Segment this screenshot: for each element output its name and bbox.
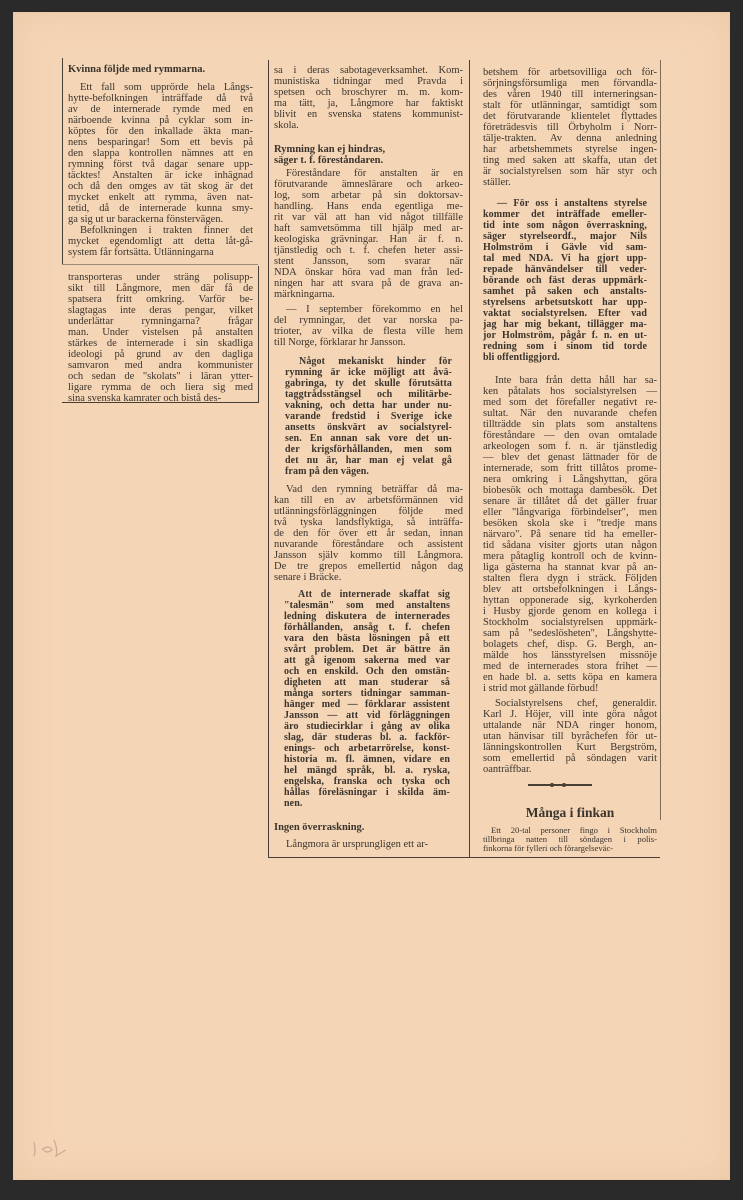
text-line: digheten att man studerar så [284,677,450,688]
text-line: Rymning kan ej hindras, [274,144,386,155]
text-line: rymning är icke möjligt att åvä- [285,367,452,378]
text-line: des våren 1940 till interneringsan- [483,89,657,100]
text-line: kommer det inträffade emeller- [483,209,647,220]
text-line: tälje-trakten. Av denna anledning [483,133,657,144]
text-line: vaktat socialstyrelsen. Efter vad [483,308,647,319]
text-line: i strid mot gällande förbud! [483,683,599,694]
bold-paragraph [285,356,452,477]
text-line: tillbringa natten till söndagen i polis- [483,834,657,844]
text-line: till Norge, förklarar hr Jansson. [274,337,406,348]
text-line: svårt problem. Det är bättre än [284,644,450,655]
text-line: tid sådana visiter gjorts utan någon [483,540,657,551]
text-line: eller "långvariga förbindelser", men [483,507,657,518]
text-line: rymning först två dagar senare upp- [68,159,253,170]
bold-paragraph [284,589,450,809]
text-line: nen. [284,798,303,809]
text-line: är socialstyrelsen som här styr och [483,166,657,177]
text-line: varande fredstid i Sverige icke [285,411,452,422]
text-line: vakning, och detta har under nu- [285,400,452,411]
text-line: tjänstledig och t. f. chefen heter assi- [274,245,463,256]
text-line: skola. [274,120,299,131]
text-line: Många i finkan [525,805,615,820]
text-line: uttalande när NDA ringer honom, [483,720,657,731]
text-line: Socialstyrelsens chef, generaldir. [495,698,657,709]
text-line: rit var väl att han vid något tillfälle [274,212,463,223]
text-line: tal med NDA. Vi ha gjort upp- [483,253,647,264]
text-line: ansetts önskvärt av socialstyrel- [285,422,452,433]
text-line: Ett fall som upprörde hela Långs- [80,82,253,93]
text-line: munistiska tidningar med Pravda i [274,76,463,87]
text-line: slagtagas inte deras pengar, vilket [68,305,253,316]
text-line: förhållanden, ansåg t. f. chefen [284,622,450,633]
text-line: handling. Hans enda egentliga me- [274,201,463,212]
column-rule [268,60,269,857]
text-line: liga gästerna ha stannat kvar på an- [483,562,657,573]
text-line: tillträdde sin plats som anstaltens [483,419,657,430]
text-line: sultat. När den nuvarande chefen [483,408,657,419]
text-line: transporteras under sträng polisupp- [68,272,253,283]
text-line: bli offentliggjord. [483,352,560,363]
text-line: Befolkningen i trakten finner det [80,225,253,236]
text-line: ställer. [483,177,511,188]
text-line: ga sig ut ur barackerna fönstervägen. [68,214,224,225]
text-line: Föreståndare för anstalten är en [286,168,463,179]
text-line: det nu är, har man ej velat gå [285,455,452,466]
text-line: blev att ortsbefolkningen i Långs- [483,584,657,595]
text-line: ma tätt, ja, Långmore har faktiskt [274,98,463,109]
text-line: täcktes! Anstalten är icke inhägnad [68,170,253,181]
text-line: den slappa kontrollen nämnes att en [68,148,253,159]
text-line: — För oss i anstaltens styrelse [497,198,647,209]
text-line: Vad den rymning beträffar då ma- [286,484,463,495]
article-subheading [68,64,253,75]
paragraph [274,168,463,300]
text-line: i Husby gjorde genom en kollega i [483,606,657,617]
text-line: närvaro". På senare tid ha emeller- [483,529,657,540]
paragraph [274,304,463,348]
text-line: med de internerades stora frihet — [483,661,657,672]
text-line: de den för över ett år sedan, innan [274,528,463,539]
text-line: har arbetshemmets styrelse ingen- [483,144,657,155]
column-rule [62,264,258,265]
paragraph [68,82,253,225]
paragraph [274,484,463,583]
text-line: märkningarna. [274,289,335,300]
text-line: stalten flera dygn i sträck. Följden [483,573,657,584]
text-line: stärkes de internerade i sin skadliga [68,338,253,349]
text-line: föreståndare — den ovan omtalade [483,430,657,441]
text-line: besöken skola ske i "tredje mans [483,518,657,529]
text-line: att gå igenom sakerna med var [284,655,450,666]
text-line: sa i deras sabotageverksamhet. Kom- [274,65,463,76]
text-line: sam på "sedeslösheten", Långshytte- [483,628,657,639]
text-line: historia m. fl. ämnen, vidare en [284,754,450,765]
text-line: Ingen överraskning. [274,822,365,833]
paragraph [274,65,463,131]
text-line: Karl J. Höjer, vill inte göra något [483,709,657,720]
text-line: två tyska landsflyktiga, så inträffa- [274,517,463,528]
text-line: hyttan opponerade sig, kyrkoherden [483,595,657,606]
text-line: Kvinna följde med rymmarna. [68,64,206,75]
text-line: vara den bästa lösningen på ett [284,633,450,644]
text-line: der krigsförhållanden, men som [285,444,452,455]
article-subheading [274,822,463,833]
text-line: ningen har att svara på de grava an- [274,278,463,289]
text-line: mälde hos länsstyrelsen missnöje [483,650,657,661]
text-line: arkeologen som f. n. är tjänstledig [483,441,657,452]
text-line: hänger med — förklarar assistent [284,699,450,710]
text-line: företrädesvis till Örbyholm i Norr- [483,122,657,133]
text-line: biobesök och mottaga dambesök. Det [483,485,657,496]
bold-paragraph [483,198,647,363]
text-line: log, som arbetar på sin doktorsav- [274,190,463,201]
text-line: jor Holmström, pågår f. n. en ut- [483,330,647,341]
text-line: system får fortsätta. Utlänningarna [68,247,214,258]
text-line: utlänningsförläggningen följde med [274,506,463,517]
text-line: NDA önskar höra vad man från led- [274,267,463,278]
text-line: Stockholm socialstyrelsen uppmärk- [483,617,657,628]
text-line: ken påtalats hos socialstyrelsen — [483,386,657,397]
text-line: haft samvetsömma till hjälp med ar- [274,223,463,234]
text-line: samhet på saken och anstalts- [483,286,647,297]
text-line: nera omkring i Långshyttan, göra [483,474,657,485]
text-line: äro studiecirklar i gång av olika [284,721,450,732]
text-line: oanträffbar. [483,764,532,775]
text-line: taggtrådsstängsel och militärbe- [285,389,452,400]
text-line: Ett 20-tal personer fingo i Stockholm [491,825,657,835]
text-line: fram på den vägen. [285,466,370,477]
text-line: köptes för den inkallade äkta man- [68,126,253,137]
text-line: nens besparingar! Som ett bevis på [68,137,253,148]
text-line: repade hänvändelser till veder- [483,264,647,275]
text-line: hållas föreläsningar i skilda äm- [284,787,450,798]
paragraph [68,225,253,258]
text-line: Långmora är ursprungligen ett ar- [286,839,429,850]
text-line: många sorters tidningar samman- [284,688,450,699]
text-line: Holmström i Gävle vid sam- [483,242,647,253]
text-line: senare är tillåtet då det gäller fruar [483,496,657,507]
text-line: och sedan de "skolats" i läran ytter- [68,371,253,382]
text-line: Jansson — att vid förläggningen [284,710,450,721]
text-line: finkorna för fylleri och förargelseväc- [483,843,614,853]
text-line: spetsen och broschyrer m. m. kom- [274,87,463,98]
text-line: Att de internerade skaffat sig [298,589,450,600]
text-line: ligare rymma de och liera sig med [68,382,253,393]
text-line: redning som i sinom tid torde [483,341,647,352]
paragraph [483,375,657,694]
text-line: hel mängd språk, bl. a. ryska, [284,765,450,776]
text-line: tid inte som någon överraskning, [483,220,647,231]
text-line: sörjningsförsumliga men förvandla- [483,78,657,89]
article-subheading [274,144,463,166]
text-line: De tre grepos emellertid någon dag [274,561,463,572]
text-line: Inte bara från detta håll har sa- [495,375,657,386]
text-line: styrelsens arbetsutskott har upp- [483,297,647,308]
text-line: säger t. f. föreståndaren. [274,155,384,166]
column-rule [62,58,63,264]
text-line: stent Jansson, som svarar när [274,256,463,267]
text-line: börande och fäst deras uppmärk- [483,275,647,286]
text-line: utan hänvisar till byråchefen för ut- [483,731,657,742]
text-line: Jansson själv kommo till Långmora. [274,550,463,561]
text-line: en hade bl. a. setts köpa en kamera [483,672,657,683]
text-line: del rymningar, det var norska pa- [274,315,463,326]
column-rule [258,266,259,402]
paragraph [68,272,253,404]
text-line: samvaron med andra kommunister [68,360,253,371]
text-line: betshem för arbetsovilliga och för- [483,67,657,78]
text-line: man. Under vistelsen på anstalten [68,327,253,338]
text-line: Något mekaniskt hinder för [299,356,452,367]
text-line: säger styrelseordf., major Nils [483,231,647,242]
text-line: bolagets chef, disp. G. Bergh, an- [483,639,657,650]
text-line: med som det förefaller negativt re- [483,397,657,408]
text-line: sikt till Långmore, men där få de [68,283,253,294]
text-line: blivit en svenska statens kommunist- [274,109,463,120]
text-line: trioter, av vilka de flesta ville hem [274,326,463,337]
ornamental-divider [528,784,592,786]
text-line: enings- och arbetarrörelse, konst- [284,743,450,754]
paragraph [274,839,463,850]
text-line: mera påtaglig kontroll och de kvinn- [483,551,657,562]
text-line: hytte-befolkningen inträffade då två [68,93,253,104]
pencil-mark [20,1120,80,1160]
text-line: närboende kvinna på cyklar som in- [68,115,253,126]
paragraph [483,826,657,853]
text-line: stalt för utlänningar, samtidigt som [483,100,657,111]
paragraph [483,67,657,188]
paragraph [483,698,657,775]
text-line: engelska, franska och tyska och [284,776,450,787]
text-line: som emellertid på söndagen varit [483,753,657,764]
text-line: mycket egendomligt att detta låt-gå- [68,236,253,247]
text-line: gabringa, ty det skulle förutsätta [285,378,452,389]
text-line: slag, där studeras bl. a. fackför- [284,732,450,743]
text-line: nuvarande föreståndare och assistent [274,539,463,550]
text-line: jag har mig bekant, tillägger ma- [483,319,647,330]
text-line: och då den omges av tät skog är det [68,181,253,192]
text-line: senare i Bräcke. [274,572,342,583]
text-line: det förutvarande klientelet flyttades [483,111,657,122]
text-line: sina svenska kamrater och bistå des- [68,393,222,404]
text-line: av de internerade rymde med en [68,104,253,115]
text-line: kan till en av arbetsförmännen vid [274,495,463,506]
text-line: mycket enkelt att rymma, även nat- [68,192,253,203]
bottom-rule [268,857,660,858]
column-rule [469,60,470,857]
text-line: länningskontrollen Kurt Bergström, [483,742,657,753]
text-line: ideologi på grund av den dagliga [68,349,253,360]
text-line: tetid, då de internerade kunna smy- [68,203,253,214]
text-line: spatsera fritt omkring. Varför be- [68,294,253,305]
text-line: ting med saken att skaffa, utan det [483,155,657,166]
text-line: och en enskild. Och den omstän- [284,666,450,677]
text-line: keologiska grävningar. Han är f. n. [274,234,463,245]
text-line: "talesmän" som med anstaltens [284,600,450,611]
text-line: — I september förekommo en hel [286,304,463,315]
text-line: — blev det genast lättnader för de [483,452,657,463]
text-line: underlättar rymningarna? frågar [68,316,253,327]
text-line: förutvarande ämneslärare och arkeo- [274,179,463,190]
text-line: ledning diskutera de internerades [284,611,450,622]
column-rule [660,60,661,820]
article-headline [483,806,657,820]
text-line: internerade, som fritt tillåtos prome- [483,463,657,474]
text-line: sen. En annan sak vore det un- [285,433,452,444]
